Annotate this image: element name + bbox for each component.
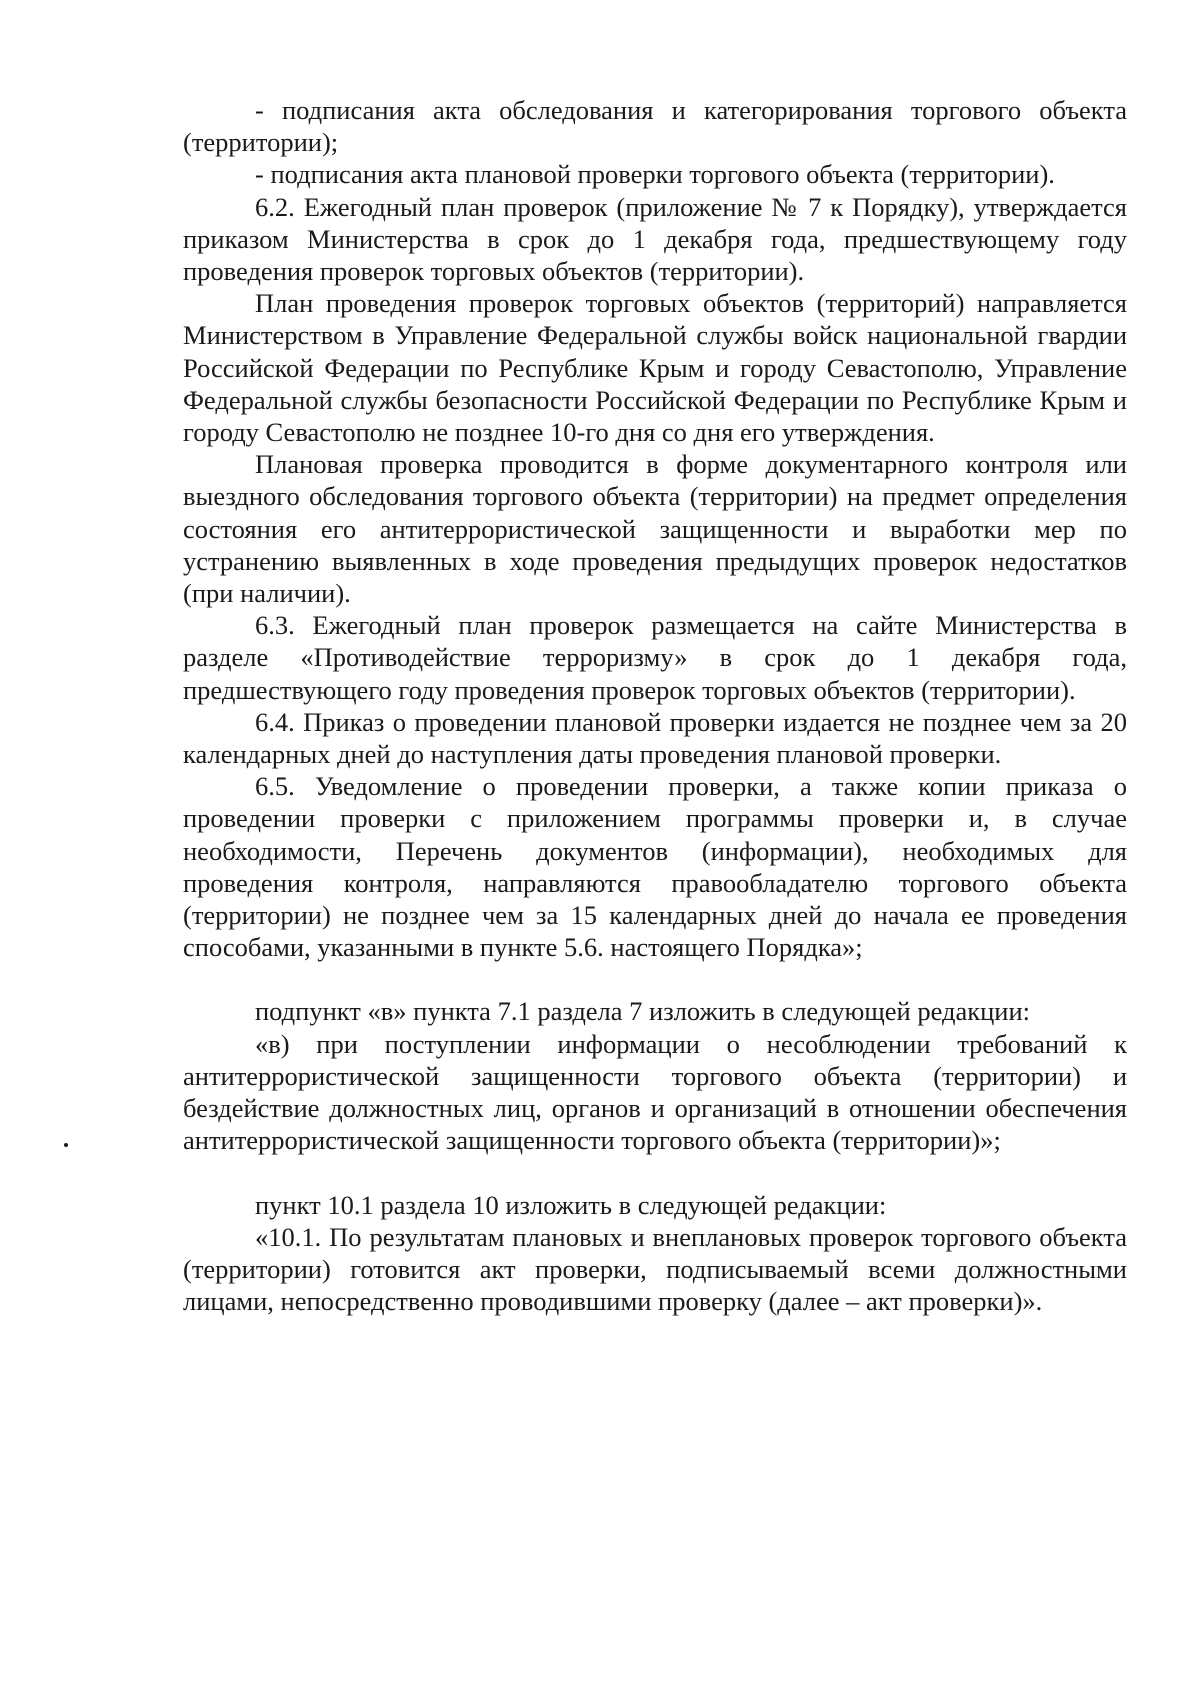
paragraph-item-1: - подписания акта обследования и категорирования торгового объекта (территории);	[183, 95, 1127, 158]
paragraph-amendment-7-1: подпункт «в» пункта 7.1 раздела 7 изложить в следующей редакции:	[255, 996, 1031, 1027]
paragraph-10-1: «10.1. По результатам плановых и внеплановых проверок торгового объекта (территории) готовится акт проверки, подписываемый всеми должностными лицами, непосредственно проводившими проверку (далее – акт проверки)».	[183, 1221, 1127, 1317]
paragraph-plan-distribution: План проведения проверок торговых объектов (территорий) направляется Министерством в Управление Федеральной службы войск национальной гвардии Российской Федерации по Республике Крым и городу Севастополю, Управление Федеральной службы безопасности Российской Федерации по Республике Крым и городу Севастополю не позднее 10-го дня со дня его утверждения.	[183, 288, 1127, 448]
paragraph-6-2: 6.2. Ежегодный план проверок (приложение № 7 к Порядку), утверждается приказом Министерства в срок до 1 декабря года, предшествующему году проведения проверок торговых объектов (территории).	[183, 191, 1127, 287]
paragraph-6-4: 6.4. Приказ о проведении плановой проверки издается не позднее чем за 20 календарных дней до наступления даты проведения плановой проверки.	[183, 706, 1127, 770]
paragraph-6-3: 6.3. Ежегодный план проверок размещается на сайте Министерства в разделе «Противодействие терроризму» в срок до 1 декабря года, предшествующего году проведения проверок торговых объектов (территории).	[183, 610, 1127, 705]
paragraph-item-2: - подписания акта плановой проверки торгового объекта (территории).	[255, 159, 1055, 190]
paragraph-amendment-10-1: пункт 10.1 раздела 10 изложить в следующей редакции:	[255, 1189, 887, 1220]
scan-speck	[64, 1143, 68, 1147]
paragraph-planned-inspection: Плановая проверка проводится в форме документарного контроля или выездного обследования торгового объекта (территории) на предмет определения состояния его антитеррористической защищенности и выработки мер по устранению выявленных в ходе проведения предыдущих проверок недостатков (при наличии).	[183, 449, 1127, 609]
document-body	[183, 94, 1127, 1317]
paragraph-7-1-v: «в) при поступлении информации о несоблюдении требований к антитеррористической защищенности торгового объекта (территории) и бездействие должностных лиц, органов и организаций в отношении обеспечения антитеррористической защищенности торгового объекта (территории)»;	[183, 1028, 1127, 1156]
paragraph-6-5: 6.5. Уведомление о проведении проверки, а также копии приказа о проведении проверки с приложением программы проверки и, в случае необходимости, Перечень документов (информации), необходимых для проведения контроля, направляются правообладателю торгового объекта (территории) не позднее чем за 15 календарных дней до начала ее проведения способами, указанными в пункте 5.6. настоящего Порядка»;	[183, 771, 1127, 963]
